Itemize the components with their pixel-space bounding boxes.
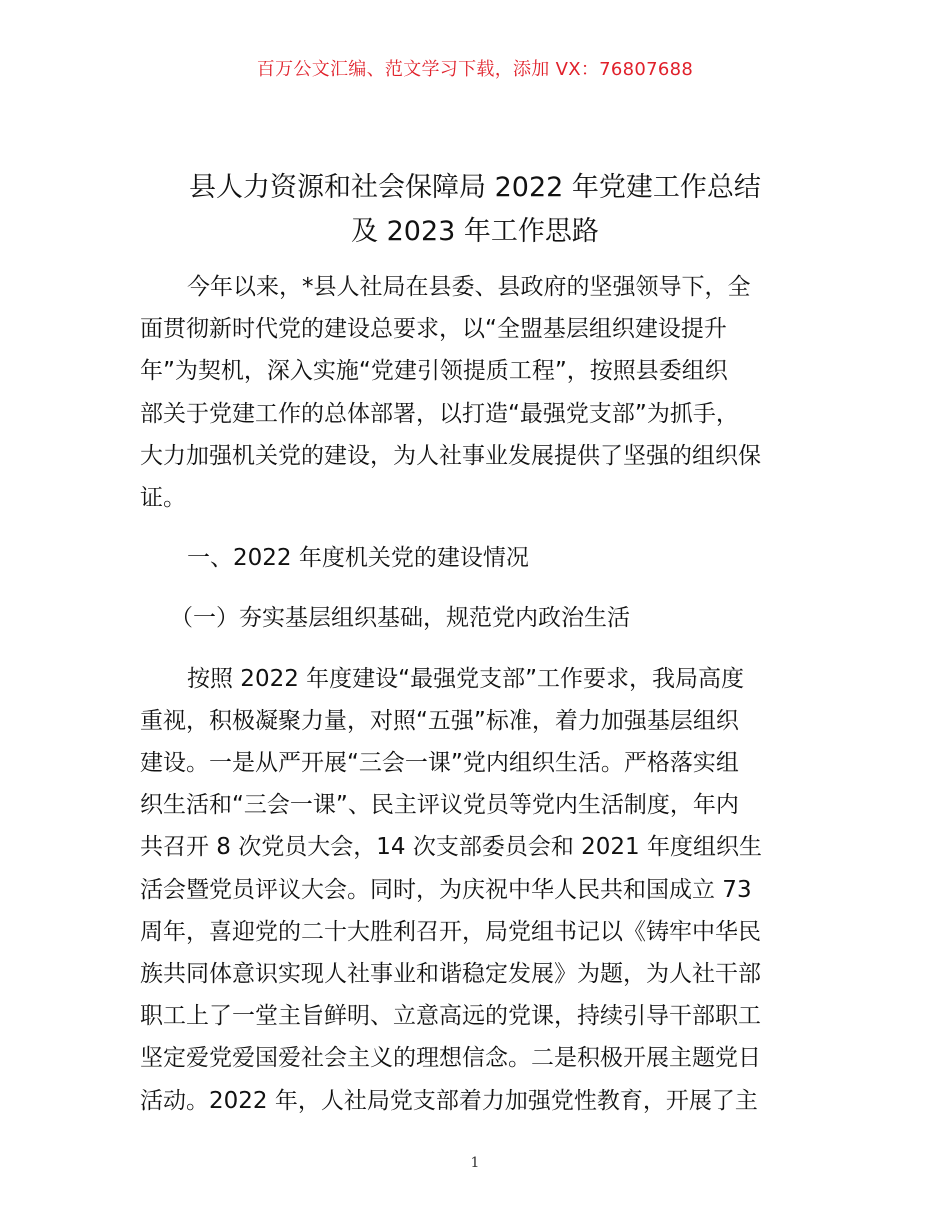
intro-line: 今年以来，*县人社局在县委、县政府的坚强领导下，全 bbox=[187, 274, 751, 300]
intro-line: 面贯彻新时代党的建设总要求，以“全盟基层组织建设提升 bbox=[140, 316, 727, 343]
intro-line: 部关于党建工作的总体部署，以打造“最强党支部”为抓手， bbox=[140, 400, 739, 427]
body-line: 活会暨党员评议大会。同时，为庆祝中华人民共和国成立 73 bbox=[140, 876, 752, 903]
body-line: 织生活和“三会一课”、民主评议党员等党内生活制度，年内 bbox=[140, 792, 739, 819]
intro-line: 年”为契机，深入实施“党建引领提质工程”，按照县委组织 bbox=[140, 358, 728, 385]
body-line: 活动。2022 年，人社局党支部着力加强党性教育，开展了主 bbox=[140, 1087, 758, 1114]
section-subheading: （一）夯实基层组织基础，规范党内政治生活 bbox=[170, 605, 630, 632]
document-title bbox=[140, 166, 810, 254]
section-paragraph bbox=[140, 658, 812, 1122]
body-line: 坚定爱党爱国爱社会主义的理想信念。二是积极开展主题党日 bbox=[140, 1045, 761, 1072]
body-line: 共召开 8 次党员大会，14 次支部委员会和 2021 年度组织生 bbox=[140, 834, 762, 861]
section-heading: 一、2022 年度机关党的建设情况 bbox=[187, 545, 529, 572]
watermark-banner: 百万公文汇编、范文学习下载，添加 VX：76807688 bbox=[256, 59, 694, 80]
title-line-1: 县人力资源和社会保障局 2022 年党建工作总结 bbox=[189, 172, 761, 203]
body-line: 周年，喜迎党的二十大胜利召开，局党组书记以《铸牢中华民 bbox=[140, 918, 761, 945]
title-line-2: 及 2023 年工作思路 bbox=[351, 216, 599, 247]
intro-line: 证。 bbox=[140, 485, 186, 512]
body-line: 重视，积极凝聚力量，对照“五强”标准，着力加强基层组织 bbox=[140, 707, 739, 734]
intro-paragraph bbox=[140, 266, 812, 519]
body-line: 族共同体意识实现人社事业和谐稳定发展》为题，为人社干部 bbox=[140, 961, 761, 988]
body-line: 建设。一是从严开展“三会一课”党内组织生活。严格落实组 bbox=[140, 750, 739, 777]
body-line: 职工上了一堂主旨鲜明、立意高远的党课，持续引导干部职工 bbox=[140, 1003, 761, 1030]
page-number: 1 bbox=[470, 1155, 480, 1171]
body-line: 按照 2022 年度建设“最强党支部”工作要求，我局高度 bbox=[187, 665, 744, 692]
document-body bbox=[140, 266, 812, 1122]
intro-line: 大力加强机关党的建设，为人社事业发展提供了坚强的组织保 bbox=[140, 442, 761, 469]
